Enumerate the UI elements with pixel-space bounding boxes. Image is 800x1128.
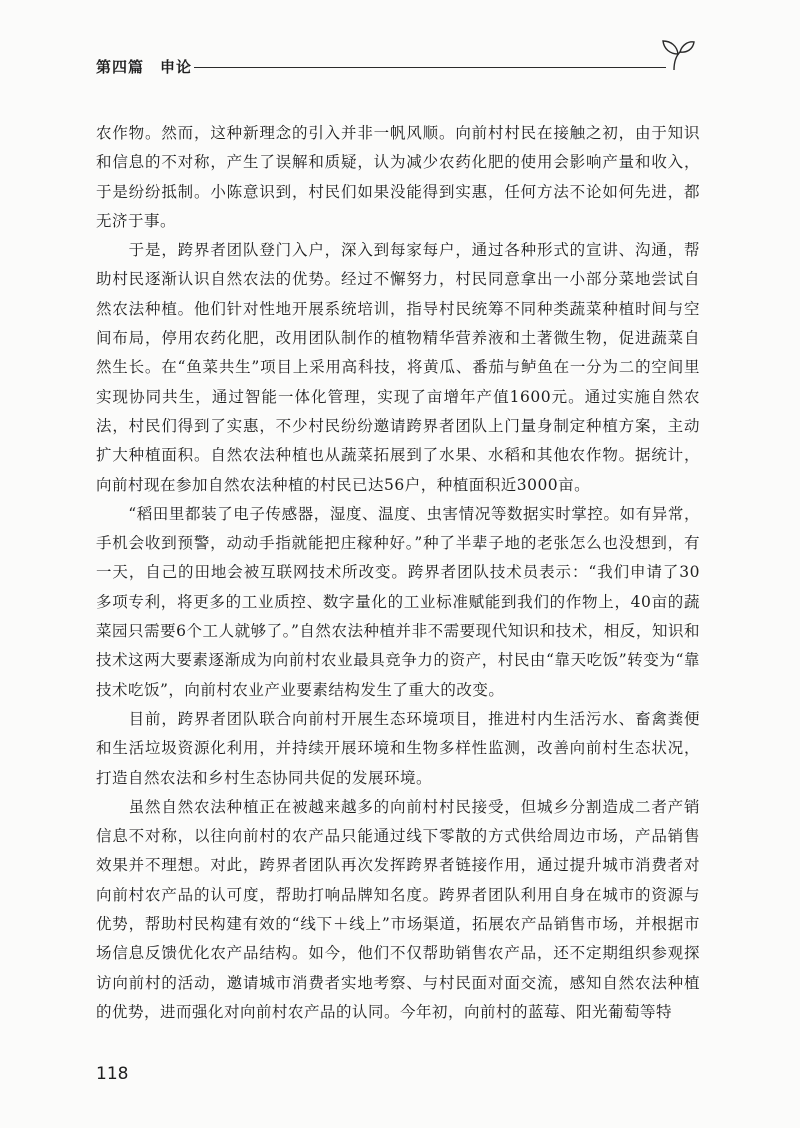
paragraph: 目前，跨界者团队联合向前村开展生态环境项目，推进村内生活污水、畜禽粪便和生活垃圾资源化利用，并持续开展环境和生物多样性监测，改善向前村生态状况，打造自然农法和乡村生态协同共促的发展环境。 [96, 709, 700, 787]
paragraph: 于是，跨界者团队登门入户，深入到每家每户，通过各种形式的宣讲、沟通，帮助村民逐渐认识自然农法的优势。经过不懈努力，村民同意拿出一小部分菜地尝试自然农法种植。他们针对性地开展系统培训，指导村民统筹不同种类蔬菜种植时间与空间布局，停用农药化肥，改用团队制作的植物精华营养液和土著微生物，促进蔬菜自然生长。在“鱼菜共生”项目上采用高科技，将黄瓜、番茄与鲈鱼在一分为二的空间里实现协同共生，通过智能一体化管理，实现了亩增年产值1600元。通过实施自然农法，村民们得到了实惠，不少村民纷纷邀请跨界者团队上门量身制定种植方案，主动扩大种植面积。自然农法种植也从蔬菜拓展到了水果、水稻和其他农作物。据统计，向前村现在参加自然农法种植的村民已达56户，种植面积近3000亩。 [96, 241, 700, 494]
page-header [96, 54, 696, 90]
paragraph: 虽然自然农法种植正在被越来越多的向前村村民接受，但城乡分割造成二者产销信息不对称，以往向前村的农产品只能通过线下零散的方式供给周边市场，产品销售效果并不理想。对此，跨界者团队再次发挥跨界者链接作用，通过提升城市消费者对向前村农产品的认可度，帮助打响品牌知名度。跨界者团队利用自身在城市的资源与优势，帮助村民构建有效的“线下＋线上”市场渠道，拓展农产品销售市场，并根据市场信息反馈优化农产品结构。如今，他们不仅帮助销售农产品，还不定期组织参观探访向前村的活动，邀请城市消费者实地考察、与村民面对面交流，感知自然农法种植的优势，进而强化对向前村农产品的认同。今年初，向前村的蓝莓、阳光葡萄等特 [96, 797, 700, 1021]
paragraph: “稻田里都装了电子传感器，湿度、温度、虫害情况等数据实时掌控。如有异常，手机会收到预警，动动手指就能把庄稼种好。”种了半辈子地的老张怎么也没想到，有一天，自己的田地会被互联网技术所改变。跨界者团队技术员表示：“我们申请了30多项专利，将更多的工业质控、数字量化的工业标准赋能到我们的作物上，40亩的蔬菜园只需要6个工人就够了。”自然农法种植并非不需要现代知识和技术，相反，知识和技术这两大要素逐渐成为向前村农业最具竞争力的资产，村民由“靠天吃饭”转变为“靠技术吃饭”，向前村农业产业要素结构发生了重大的改变。 [96, 504, 700, 699]
header-divider [194, 67, 666, 68]
section-title: 第四篇 申论 [96, 58, 193, 76]
article-body [96, 119, 700, 1027]
page-number: 118 [96, 1064, 129, 1084]
sprout-icon [660, 38, 696, 72]
paragraph: 农作物。然而，这种新理念的引入并非一帆风顺。向前村村民在接触之初，由于知识和信息的不对称，产生了误解和质疑，认为减少农药化肥的使用会影响产量和收入，于是纷纷抵制。小陈意识到，村民们如果没能得到实惠，任何方法不论如何先进，都无济于事。 [96, 124, 700, 230]
